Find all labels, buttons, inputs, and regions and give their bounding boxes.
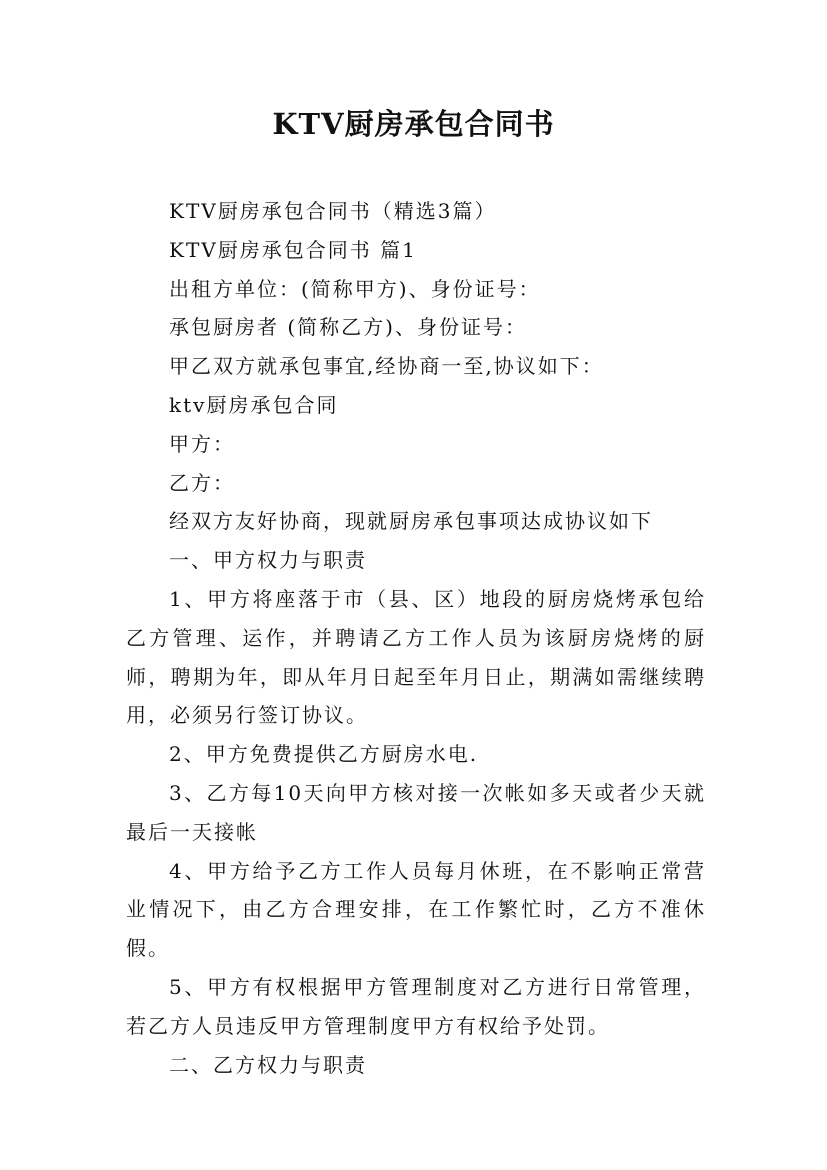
paragraph-lessor: 出租方单位：(简称甲方)、身份证号：	[169, 276, 541, 301]
clause-2: 2、甲方免费提供乙方厨房水电.	[169, 742, 479, 767]
paragraph-chapter-heading: KTV厨房承包合同书 篇1	[169, 237, 417, 262]
paragraph-negotiation: 经双方友好协商，现就厨房承包事项达成协议如下	[169, 509, 653, 534]
clause-1: 1、甲方将座落于市（县、区）地段的厨房烧烤承包给乙方管理、运作，并聘请乙方工作人员为该厨房烧烤的厨师，聘期为年，即从年月日起至年月日止，期满如需继续聘用，必须另行签订协议。	[126, 586, 706, 728]
section-heading-party-b: 二、乙方权力与职责	[169, 1052, 367, 1077]
document-title: KTV厨房承包合同书	[272, 107, 555, 141]
paragraph-party-b: 乙方：	[169, 470, 235, 495]
clause-5: 5、甲方有权根据甲方管理制度对乙方进行日常管理，若乙方人员违反甲方管理制度甲方有权给予处罚。	[126, 974, 706, 1038]
paragraph-party-a: 甲方：	[169, 431, 235, 456]
paragraph-contractor: 承包厨房者 (简称乙方)、身份证号：	[169, 315, 527, 340]
clause-4: 4、甲方给予乙方工作人员每月休班，在不影响正常营业情况下，由乙方合理安排，在工作繁忙时，乙方不准休假。	[126, 858, 706, 961]
clause-3: 3、乙方每10天向甲方核对接一次帐如多天或者少天就最后一天接帐	[126, 780, 706, 844]
paragraph-contract-name: ktv厨房承包合同	[169, 392, 339, 417]
paragraph-subtitle: KTV厨房承包合同书（精选3篇）	[169, 199, 497, 223]
paragraph-agreement-intro: 甲乙双方就承包事宜,经协商一至,协议如下：	[169, 354, 604, 379]
section-heading-party-a: 一、甲方权力与职责	[169, 548, 367, 573]
document-body	[126, 192, 706, 1084]
